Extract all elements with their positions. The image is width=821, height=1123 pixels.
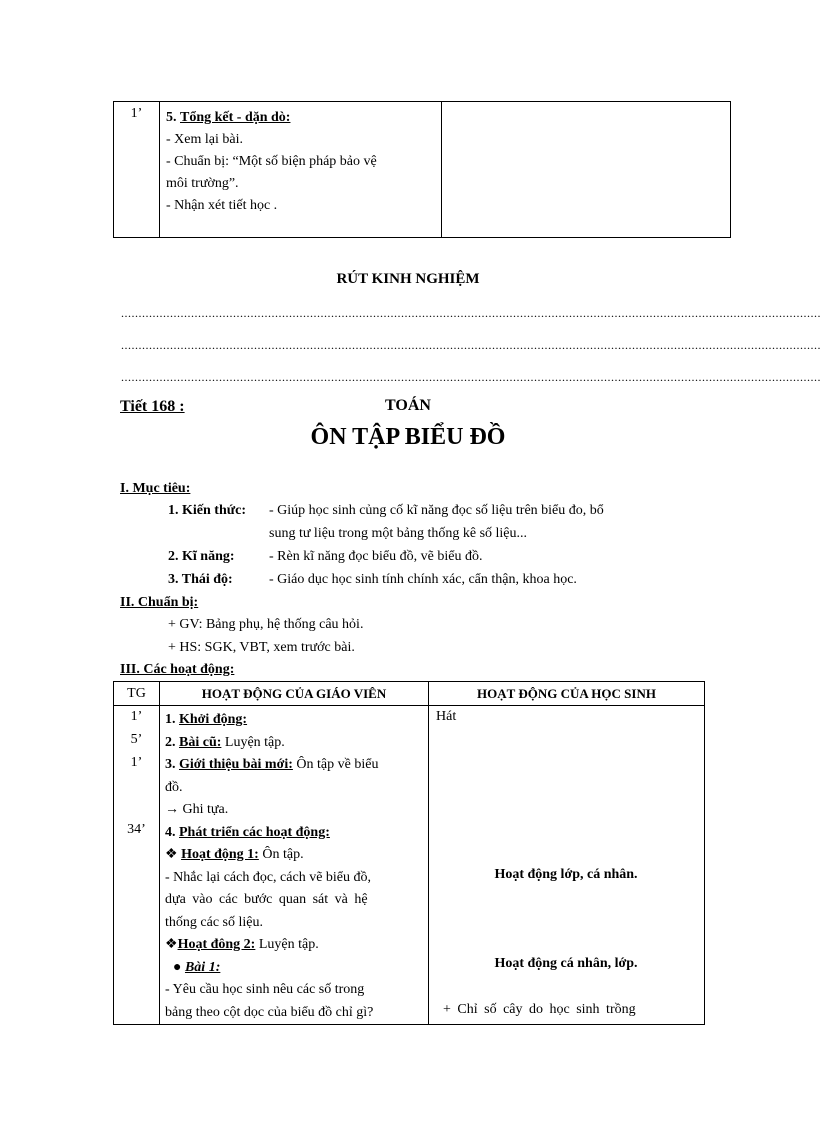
step-warmup: Khởi động:: [179, 712, 248, 727]
experience-title: RÚT KINH NGHIỆM: [336, 271, 480, 287]
subject-title: TOÁN: [385, 397, 431, 414]
teacher-cell: [160, 102, 442, 238]
step-number: 1.: [165, 712, 176, 727]
activities-heading: III. Các hoạt động:: [120, 662, 235, 677]
time-value: 1’: [130, 709, 143, 724]
summary-line: - Xem lại bài.: [166, 132, 243, 147]
student-column: [429, 706, 705, 1025]
step-number: 3.: [165, 757, 176, 772]
activity-1-line: thống các số liệu.: [165, 914, 263, 930]
time-value: 34’: [127, 822, 146, 837]
dotted-line: ........................................................................................................................................................................................................: [121, 338, 821, 352]
section-number: 5.: [166, 110, 177, 125]
summary-line: - Nhận xét tiết học .: [166, 198, 278, 213]
step-text: đồ.: [165, 779, 183, 795]
exercise-1-label: Bài 1:: [184, 959, 221, 975]
time-value: 1’: [130, 755, 143, 770]
activity-1-line: - Nhắc lại cách đọc, cách vẽ biểu đồ,: [165, 869, 372, 885]
student-sing: Hát: [436, 709, 457, 724]
activity-2-text: Luyện tập.: [255, 937, 319, 952]
student-cell: [442, 102, 731, 238]
dotted-line: ........................................................................................................................................................................................................: [121, 306, 821, 320]
teacher-column: [160, 706, 429, 1025]
student-answer: + Chỉ số cây do học sinh trồng: [443, 1002, 636, 1017]
summary-table: [113, 101, 731, 238]
time-cell: [114, 102, 160, 238]
lesson-title: ÔN TẬP BIỂU ĐỒ: [310, 424, 506, 450]
activity-1-label: Hoạt động 1:: [181, 847, 259, 862]
col-student-header: HOẠT ĐỘNG CỦA HỌC SINH: [429, 682, 705, 706]
activity-1-line: dựa vào các bước quan sát và hệ: [165, 892, 368, 907]
col-time-header: TG: [114, 682, 160, 706]
knowledge-text: sung tư liệu trong một bảng thống kê số liệu...: [269, 526, 528, 541]
dotted-line: ........................................................................................................................................................................................................: [121, 370, 821, 384]
summary-line: môi trường”.: [166, 176, 239, 191]
attitude-text: - Giáo dục học sinh tính chính xác, cẩn thận, khoa học.: [269, 572, 577, 587]
col-teacher-header: HOẠT ĐỘNG CỦA GIÁO VIÊN: [160, 682, 429, 706]
attitude-label: 3. Thái độ:: [168, 572, 233, 587]
bullet-icon: ●: [173, 959, 182, 975]
exercise-1-line: bảng theo cột dọc của biểu đồ chỉ gì?: [165, 1004, 374, 1020]
summary-heading: Tổng kết - dặn dò:: [180, 110, 291, 125]
student-prep: + HS: SGK, VBT, xem trước bài.: [168, 640, 355, 655]
diamond-bullet-icon: ❖: [165, 937, 178, 952]
activity-1-text: Ôn tập.: [258, 847, 304, 862]
step-development: Phát triển các hoạt động:: [179, 824, 330, 840]
step-text: Luyện tập.: [221, 734, 285, 750]
objectives-heading: I. Mục tiêu:: [120, 481, 191, 496]
step-number: 4.: [165, 824, 176, 840]
diamond-bullet-icon: ❖: [165, 847, 178, 862]
exercise-1-line: - Yêu cầu học sinh nêu các số trong: [165, 982, 365, 997]
step-number: 2.: [165, 734, 176, 750]
student-activity-1: Hoạt động lớp, cá nhân.: [494, 867, 638, 882]
time-column: [114, 706, 160, 1025]
teacher-prep: + GV: Bảng phụ, hệ thống câu hỏi.: [168, 617, 364, 632]
time-value: 5’: [130, 732, 143, 747]
preparation-heading: II. Chuẩn bị:: [120, 595, 199, 610]
student-activity-2: Hoạt động cá nhân, lớp.: [494, 956, 638, 971]
step-old-lesson: Bài cũ:: [179, 734, 222, 750]
step-intro: Giới thiệu bài mới:: [179, 757, 293, 772]
step-arrow-text: → Ghi tựa.: [165, 802, 229, 817]
activity-2-label: Hoạt đông 2:: [177, 937, 256, 952]
skills-text: - Rèn kĩ năng đọc biểu đồ, vẽ biểu đồ.: [269, 549, 483, 564]
lesson-number: Tiết 168 :: [120, 398, 185, 415]
time-value: 1’: [130, 106, 143, 121]
activities-table: [113, 681, 705, 1025]
step-text: Ôn tập về biểu: [292, 757, 379, 772]
summary-line: - Chuẩn bị: “Một số biện pháp bảo vệ: [166, 154, 377, 169]
skills-label: 2. Kĩ năng:: [168, 549, 235, 564]
knowledge-text: - Giúp học sinh củng cố kĩ năng đọc số liệu trên biểu đo, bổ: [269, 503, 604, 518]
knowledge-label: 1. Kiến thức:: [168, 503, 247, 518]
